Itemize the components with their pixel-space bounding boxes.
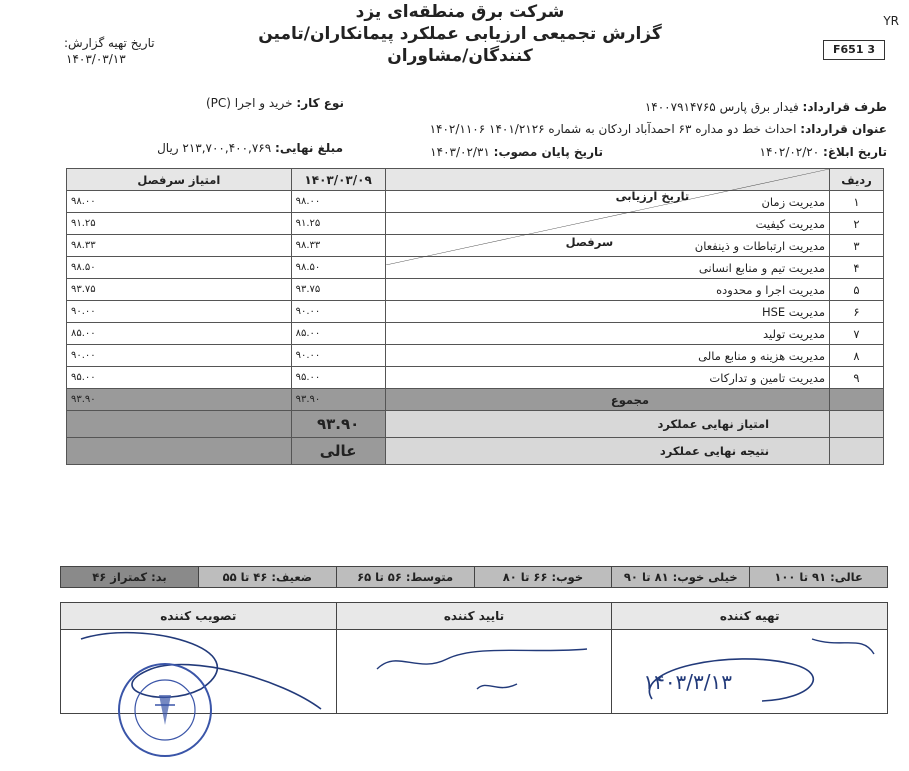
confirmed-signature xyxy=(337,629,607,713)
form-code: F651 3 xyxy=(823,40,885,60)
final-result-label: نتیجه نهایی عملکرد xyxy=(385,438,829,465)
row-date-score: ۹۵.۰۰ xyxy=(291,367,385,389)
contract-title-line: عنوان قرارداد: احداث خط دو مداره ۶۳ احمدآباد اردکان به شماره ۱۴۰۱/۲۱۲۶ ۱۴۰۲/۱۱۰۶ xyxy=(429,122,887,136)
total-v1: ۹۳.۹۰ xyxy=(291,389,385,411)
table-row xyxy=(67,345,884,367)
row-number: ۹ xyxy=(830,367,884,389)
table-row xyxy=(67,323,884,345)
final-score-label: امتیاز نهایی عملکرد xyxy=(385,411,829,438)
legend-bad: بد: کمتراز ۴۶ xyxy=(61,567,198,587)
evaluation-table xyxy=(66,168,884,465)
report-date-label: تاریخ تهیه گزارش: xyxy=(64,36,155,50)
row-section-score: ۹۸.۵۰ xyxy=(67,257,292,279)
row-date-score: ۸۵.۰۰ xyxy=(291,323,385,345)
row-date-score: ۹۸.۰۰ xyxy=(291,191,385,213)
company-stamp xyxy=(115,660,215,760)
row-section-score: ۹۵.۰۰ xyxy=(67,367,292,389)
approved-label: تصویب کننده xyxy=(61,603,336,630)
row-section-score: ۹۳.۷۵ xyxy=(67,279,292,301)
report-date: ۱۴۰۳/۰۳/۱۳ xyxy=(66,52,126,66)
row-label: مدیریت HSE xyxy=(385,301,829,323)
work-type-line: نوع کار: خرید و اجرا (PC) xyxy=(205,96,344,110)
legend-average: متوسط: ۵۶ تا ۶۵ xyxy=(336,567,474,587)
row-label: مدیریت تامین و تدارکات xyxy=(385,367,829,389)
legend-very-good: خیلی خوب: ۸۱ تا ۹۰ xyxy=(611,567,749,587)
final-result-empty xyxy=(830,438,884,465)
total-v2: ۹۳.۹۰ xyxy=(67,389,292,411)
table-row xyxy=(67,367,884,389)
row-section-score: ۹۸.۳۳ xyxy=(67,235,292,257)
party-line: طرف قرارداد: فیدار برق پارس ۱۴۰۰۷۹۱۴۷۶۵ xyxy=(644,100,887,114)
total-empty xyxy=(830,389,884,411)
row-label: مدیریت کیفیت xyxy=(385,213,829,235)
final-score-value: ۹۳.۹۰ xyxy=(291,411,385,438)
row-number: ۸ xyxy=(830,345,884,367)
handwritten-date: ۱۴۰۳/۳/۱۳ xyxy=(643,670,733,694)
row-number: ۶ xyxy=(830,301,884,323)
row-label: مدیریت تیم و منابع انسانی xyxy=(385,257,829,279)
row-number: ۴ xyxy=(830,257,884,279)
final-result-value: عالی xyxy=(291,438,385,465)
eval-date-label: تاریخ ارزیابی xyxy=(615,189,690,203)
row-date-score: ۹۳.۷۵ xyxy=(291,279,385,301)
report-title-cont: کنندگان/مشاوران xyxy=(387,46,533,66)
amount-line: مبلغ نهایی: ۲۱۳,۷۰۰,۴۰۰,۷۶۹ ریال xyxy=(157,141,343,155)
row-section-score: ۹۰.۰۰ xyxy=(67,301,292,323)
row-section-score: ۹۱.۲۵ xyxy=(67,213,292,235)
notify-date-line: تاریخ ابلاغ: ۱۴۰۲/۰۲/۲۰ xyxy=(759,145,887,159)
row-number: ۲ xyxy=(830,213,884,235)
legend-weak: ضعیف: ۴۶ تا ۵۵ xyxy=(198,567,336,587)
row-number: ۷ xyxy=(830,323,884,345)
row-number: ۱ xyxy=(830,191,884,213)
row-date-score: ۹۸.۵۰ xyxy=(291,257,385,279)
company-title: شرکت برق منطقه‌ای یزد xyxy=(355,2,565,22)
prepared-signature xyxy=(612,629,882,713)
table-row xyxy=(67,279,884,301)
end-date-line: تاریخ پایان مصوب: ۱۴۰۳/۰۲/۳۱ xyxy=(430,145,603,159)
row-label: مدیریت هزینه و منابع مالی xyxy=(385,345,829,367)
date-col-header: ۱۴۰۳/۰۳/۰۹ xyxy=(291,169,385,191)
row-number: ۳ xyxy=(830,235,884,257)
row-date-score: ۹۰.۰۰ xyxy=(291,301,385,323)
row-section-score: ۸۵.۰۰ xyxy=(67,323,292,345)
score-col-header: امتیاز سرفصل xyxy=(67,169,292,191)
prepared-label: تهیه کننده xyxy=(612,603,887,630)
signature-confirmed xyxy=(336,603,612,713)
row-header: ردیف xyxy=(830,169,884,191)
row-date-score: ۹۰.۰۰ xyxy=(291,345,385,367)
report-title: گزارش تجمیعی ارزیابی عملکرد پیمانکاران/تامین xyxy=(258,24,662,44)
rating-legend xyxy=(60,566,888,588)
row-date-score: ۹۱.۲۵ xyxy=(291,213,385,235)
row-number: ۵ xyxy=(830,279,884,301)
row-section-score: ۹۰.۰۰ xyxy=(67,345,292,367)
table-row xyxy=(67,301,884,323)
row-label: مدیریت ارتباطات و ذینفعان xyxy=(385,235,829,257)
final-score-empty xyxy=(830,411,884,438)
row-label: مدیریت زمان xyxy=(385,191,829,213)
final-score-pad xyxy=(67,411,292,438)
legend-excellent: عالی: ۹۱ تا ۱۰۰ xyxy=(749,567,887,587)
final-result-pad xyxy=(67,438,292,465)
total-label: مجموع xyxy=(385,389,829,411)
signature-prepared xyxy=(611,603,887,713)
legend-good: خوب: ۶۶ تا ۸۰ xyxy=(474,567,612,587)
row-label: مدیریت تولید xyxy=(385,323,829,345)
confirmed-label: تایید کننده xyxy=(337,603,612,630)
section-label: سرفصل xyxy=(565,235,614,249)
yr-mark: YR xyxy=(883,14,899,28)
row-label: مدیریت اجرا و محدوده xyxy=(385,279,829,301)
row-section-score: ۹۸.۰۰ xyxy=(67,191,292,213)
row-date-score: ۹۸.۳۳ xyxy=(291,235,385,257)
diagonal-line xyxy=(386,169,829,265)
